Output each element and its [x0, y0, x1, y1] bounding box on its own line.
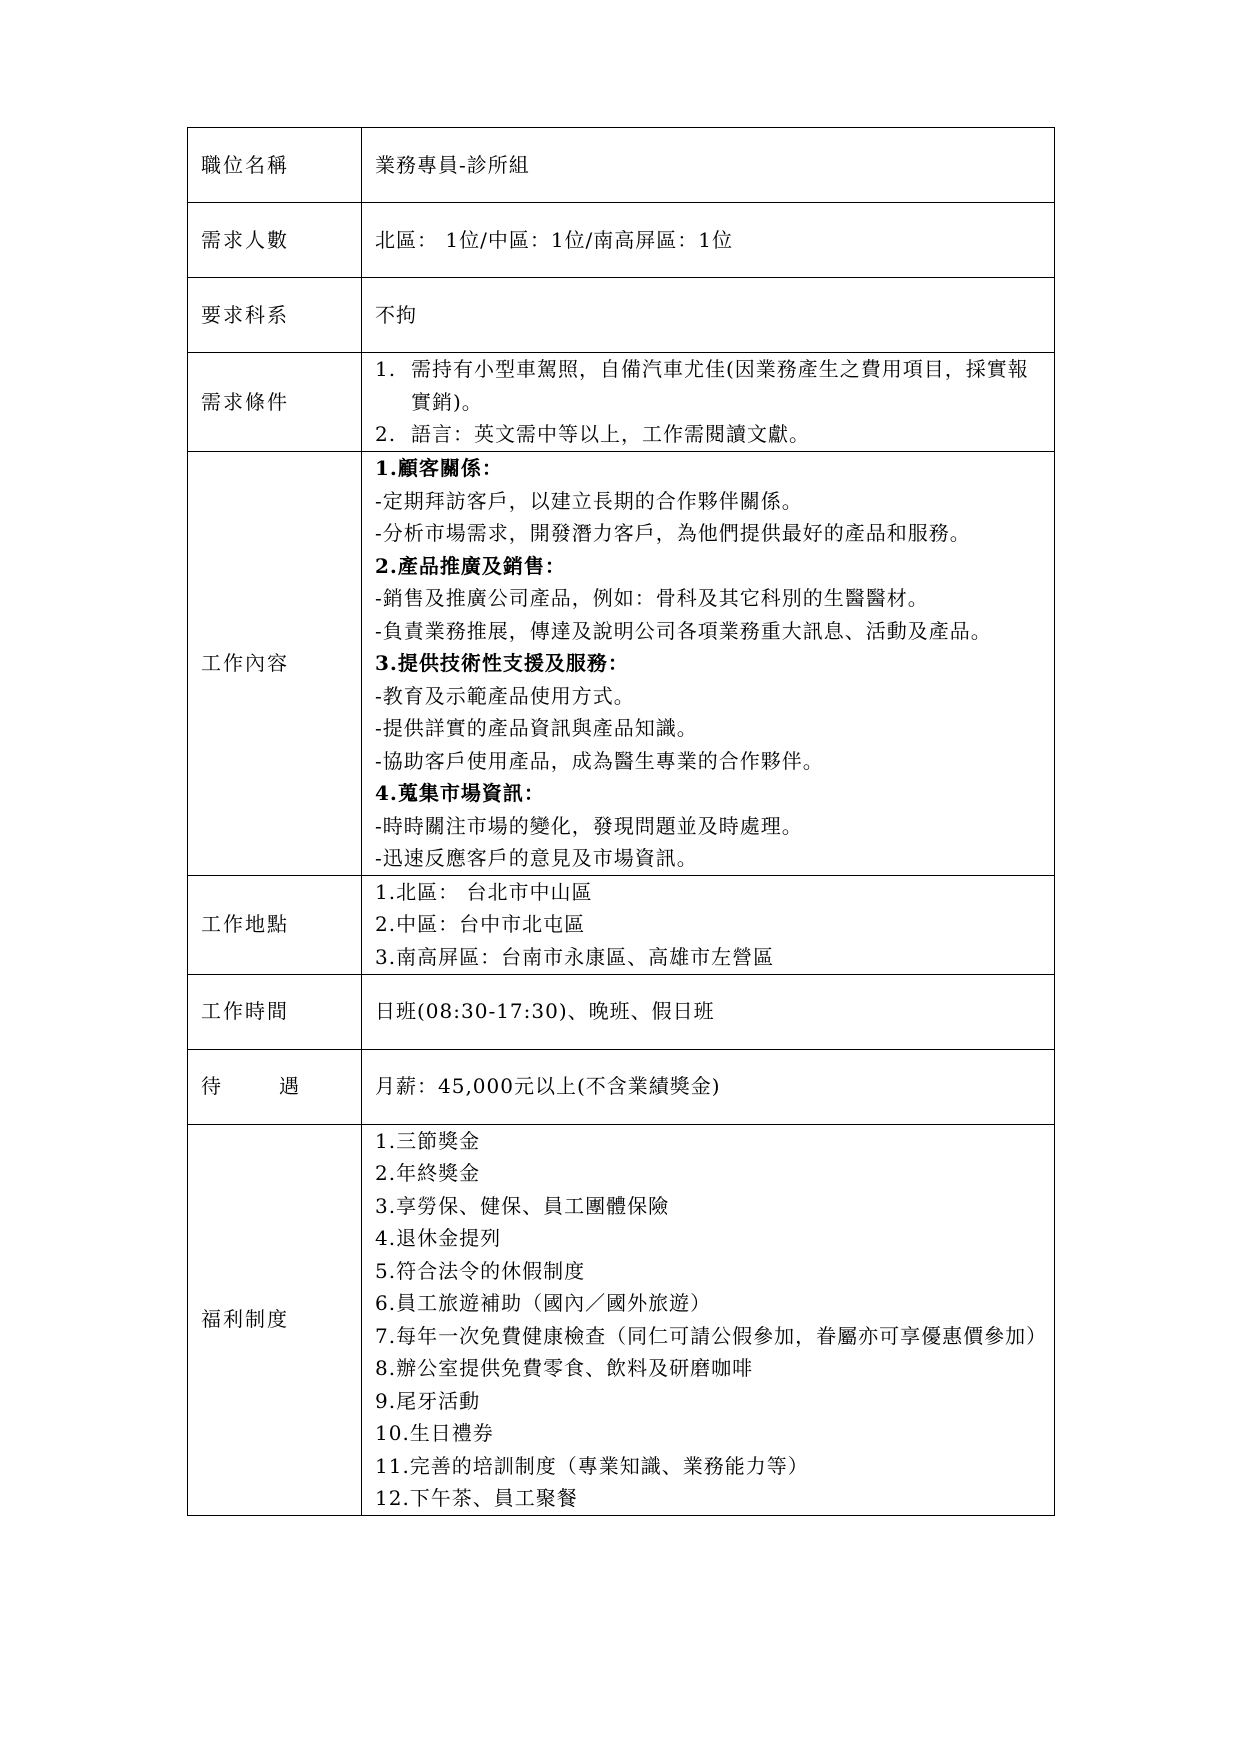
job-title-value: 業務專員-診所組 — [362, 128, 1055, 203]
duties-section-heading: 3.提供技術性支援及服務： — [375, 651, 629, 675]
duty-line: -提供詳實的產品資訊與產品知識。 — [375, 716, 698, 740]
benefit-item: 5.符合法令的休假制度 — [375, 1258, 586, 1283]
requirements-value — [362, 353, 1055, 452]
headcount-value: 北區： 1位/中區：1位/南高屏區：1位 — [362, 203, 1055, 278]
salary-label-first: 待 — [201, 1074, 223, 1099]
duties-value — [362, 452, 1055, 876]
row-headcount — [188, 203, 1055, 278]
row-location — [188, 875, 1055, 974]
row-hours — [188, 974, 1055, 1049]
duty-line: -定期拜訪客戶，以建立長期的合作夥伴關係。 — [375, 488, 803, 513]
location-line: 1.北區： 台北市中山區 — [375, 879, 593, 904]
department-label: 要求科系 — [188, 278, 362, 353]
duty-line: -教育及示範產品使用方式。 — [375, 683, 635, 708]
requirements-label: 需求條件 — [188, 353, 362, 452]
headcount-label: 需求人數 — [188, 203, 362, 278]
duty-line: -協助客戶使用產品，成為醫生專業的合作夥伴。 — [375, 748, 824, 773]
benefit-item: 9.尾牙活動 — [375, 1388, 481, 1413]
duty-line: -負責業務推展，傳達及說明公司各項業務重大訊息、活動及產品。 — [375, 618, 992, 643]
benefit-item: 7.每年一次免費健康檢查（同仁可請公假參加，眷屬亦可享優惠價參加） — [375, 1323, 1048, 1348]
salary-label-last: 遇 — [279, 1074, 301, 1099]
benefits-label: 福利制度 — [188, 1124, 362, 1515]
row-requirements — [188, 353, 1055, 452]
location-line: 3.南高屏區：台南市永康區、高雄市左營區 — [375, 944, 775, 969]
duty-line: -分析市場需求，開發潛力客戶，為他們提供最好的產品和服務。 — [375, 521, 971, 545]
benefit-item: 12.下午茶、員工聚餐 — [375, 1486, 578, 1510]
salary-label — [188, 1049, 362, 1124]
benefit-item: 10.生日禮券 — [375, 1421, 494, 1445]
row-duties — [188, 452, 1055, 876]
requirement-item: 1. 需持有小型車駕照，自備汽車尤佳(因業務產生之費用項目，採實報實銷)。 — [375, 357, 1029, 414]
requirement-item: 2. 語言：英文需中等以上，工作需閱讀文獻。 — [375, 422, 810, 447]
department-value: 不拘 — [362, 278, 1055, 353]
benefit-item: 11.完善的培訓制度（專業知識、業務能力等） — [375, 1453, 809, 1478]
duty-line: -銷售及推廣公司產品，例如：骨科及其它科別的生醫醫材。 — [375, 586, 929, 610]
duties-label: 工作內容 — [188, 452, 362, 876]
duties-section-heading: 2.產品推廣及銷售： — [375, 553, 566, 578]
benefit-item: 2.年終獎金 — [375, 1161, 481, 1185]
benefit-item: 4.退休金提列 — [375, 1226, 502, 1250]
row-job-title — [188, 128, 1055, 203]
benefit-item: 3.享勞保、健保、員工團體保險 — [375, 1193, 670, 1218]
salary-value: 月薪：45,000元以上(不含業績獎金) — [362, 1049, 1055, 1124]
row-department — [188, 278, 1055, 353]
hours-label: 工作時間 — [188, 974, 362, 1049]
job-title-label: 職位名稱 — [188, 128, 362, 203]
location-line: 2.中區：台中市北屯區 — [375, 912, 586, 937]
benefit-item: 8.辦公室提供免費零食、飲料及研磨咖啡 — [375, 1356, 754, 1380]
duties-section-heading: 1.顧客關係： — [375, 456, 503, 480]
row-benefits — [188, 1124, 1055, 1515]
benefit-item: 1.三節獎金 — [375, 1128, 481, 1153]
hours-value: 日班(08:30-17:30)、晚班、假日班 — [362, 974, 1055, 1049]
duty-line: -迅速反應客戶的意見及市場資訊。 — [375, 846, 698, 870]
benefit-item: 6.員工旅遊補助（國內／國外旅遊） — [375, 1291, 712, 1315]
location-label: 工作地點 — [188, 875, 362, 974]
job-posting-table — [187, 127, 1055, 1516]
location-value — [362, 875, 1055, 974]
duties-section-heading: 4.蒐集市場資訊： — [375, 781, 545, 805]
duty-line: -時時關注市場的變化，發現問題並及時處理。 — [375, 813, 803, 838]
row-salary — [188, 1049, 1055, 1124]
benefits-value — [362, 1124, 1055, 1515]
